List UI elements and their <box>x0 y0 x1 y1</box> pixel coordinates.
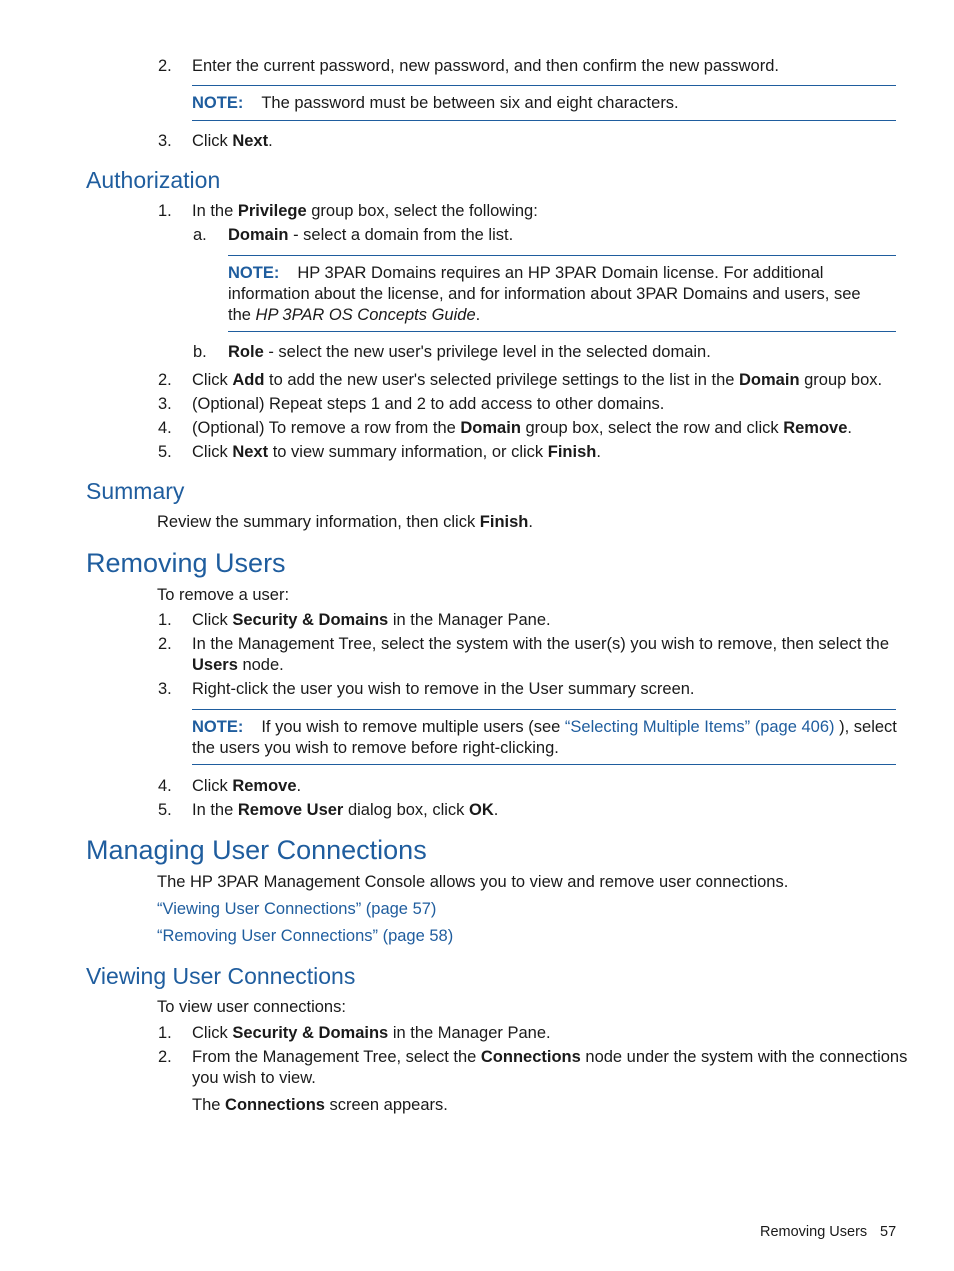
section-heading-removing-users: Removing Users <box>86 548 286 578</box>
note-text-line: the HP 3PAR OS Concepts Guide. <box>228 306 481 324</box>
substep-text: Role - select the new user's privilege level in the selected domain. <box>228 343 711 361</box>
step-text: In the Remove User dialog box, click OK. <box>192 801 499 819</box>
step-text: In the Management Tree, select the system with the user(s) you wish to remove, then select the <box>192 635 889 653</box>
note-text: The password must be between six and eight characters. <box>261 94 679 112</box>
step-text-line: you wish to view. <box>192 1069 316 1087</box>
section-heading-authorization: Authorization <box>86 167 221 193</box>
section-heading-viewing-user-connections: Viewing User Connections <box>86 963 356 989</box>
link-viewing-user-connections[interactable]: “Viewing User Connections” (page 57) <box>157 900 437 918</box>
step-number: 1. <box>158 611 172 629</box>
step-number: 2. <box>158 57 172 75</box>
step-text: Click Next. <box>192 132 273 150</box>
step-number: 4. <box>158 419 172 437</box>
step-number: 3. <box>158 680 172 698</box>
intro-text: To view user connections: <box>157 998 346 1016</box>
step-text: From the Management Tree, select the Connections node under the system with the connections <box>192 1048 908 1066</box>
step-number: 3. <box>158 395 172 413</box>
step-number: 1. <box>158 202 172 220</box>
step-text-line: Users node. <box>192 656 284 674</box>
step-text: Enter the current password, new password, and then confirm the new password. <box>192 57 779 75</box>
step-number: 2. <box>158 371 172 389</box>
note <box>192 93 679 114</box>
step-number: 1. <box>158 1024 172 1042</box>
note-label: NOTE: <box>192 94 244 112</box>
step-text: Click Security & Domains in the Manager Pane. <box>192 1024 551 1042</box>
note: NOTE: If you wish to remove multiple users (see “Selecting Multiple Items” (page 406) ), select <box>192 718 897 736</box>
step-number: 2. <box>158 635 172 653</box>
footer-section-title: Removing Users <box>760 1224 868 1240</box>
result-text: The Connections screen appears. <box>192 1096 448 1114</box>
intro-text: The HP 3PAR Management Console allows you to view and remove user connections. <box>157 873 789 891</box>
section-heading-managing-user-connections: Managing User Connections <box>86 835 427 865</box>
step-number: 4. <box>158 777 172 795</box>
section-heading-summary: Summary <box>86 478 185 504</box>
substep-letter: a. <box>193 226 207 244</box>
intro-text: To remove a user: <box>157 586 290 604</box>
step-text: Click Add to add the new user's selected privilege settings to the list in the Domain group box. <box>192 371 883 389</box>
substep-text: Domain - select a domain from the list. <box>228 226 514 244</box>
note-label: NOTE: <box>228 264 280 282</box>
step-text: Click Remove. <box>192 777 302 795</box>
note-bottom-rule <box>192 120 896 121</box>
note-text-line: information about the license, and for information about 3PAR Domains and users, see <box>228 285 861 303</box>
step-text: (Optional) To remove a row from the Domain group box, select the row and click Remove. <box>192 419 853 437</box>
step-text: Click Next to view summary information, or click Finish. <box>192 443 601 461</box>
note-bottom-rule <box>192 764 896 765</box>
link-selecting-multiple-items[interactable]: “Selecting Multiple Items” (page 406) <box>564 718 835 736</box>
summary-text: Review the summary information, then click Finish. <box>157 513 533 531</box>
step-text: In the Privilege group box, select the following: <box>192 202 538 220</box>
note-text-line: the users you wish to remove before right-clicking. <box>192 739 559 757</box>
step-number: 2. <box>158 1048 172 1066</box>
substep-letter: b. <box>193 343 207 361</box>
note-top-rule <box>228 255 896 256</box>
link-removing-user-connections[interactable]: “Removing User Connections” (page 58) <box>157 927 454 945</box>
step-number: 5. <box>158 443 172 461</box>
step-text: Click Security & Domains in the Manager Pane. <box>192 611 551 629</box>
step-text: Right-click the user you wish to remove in the User summary screen. <box>192 680 695 698</box>
step-number: 5. <box>158 801 172 819</box>
note-top-rule <box>192 85 896 86</box>
footer-page-number: 57 <box>880 1224 897 1240</box>
note-bottom-rule <box>228 331 896 332</box>
step-number: 3. <box>158 132 172 150</box>
note-label: NOTE: <box>192 718 244 736</box>
note-top-rule <box>192 709 896 710</box>
step-text: (Optional) Repeat steps 1 and 2 to add access to other domains. <box>192 395 665 413</box>
note: NOTE: HP 3PAR Domains requires an HP 3PAR Domain license. For additional <box>228 264 824 282</box>
